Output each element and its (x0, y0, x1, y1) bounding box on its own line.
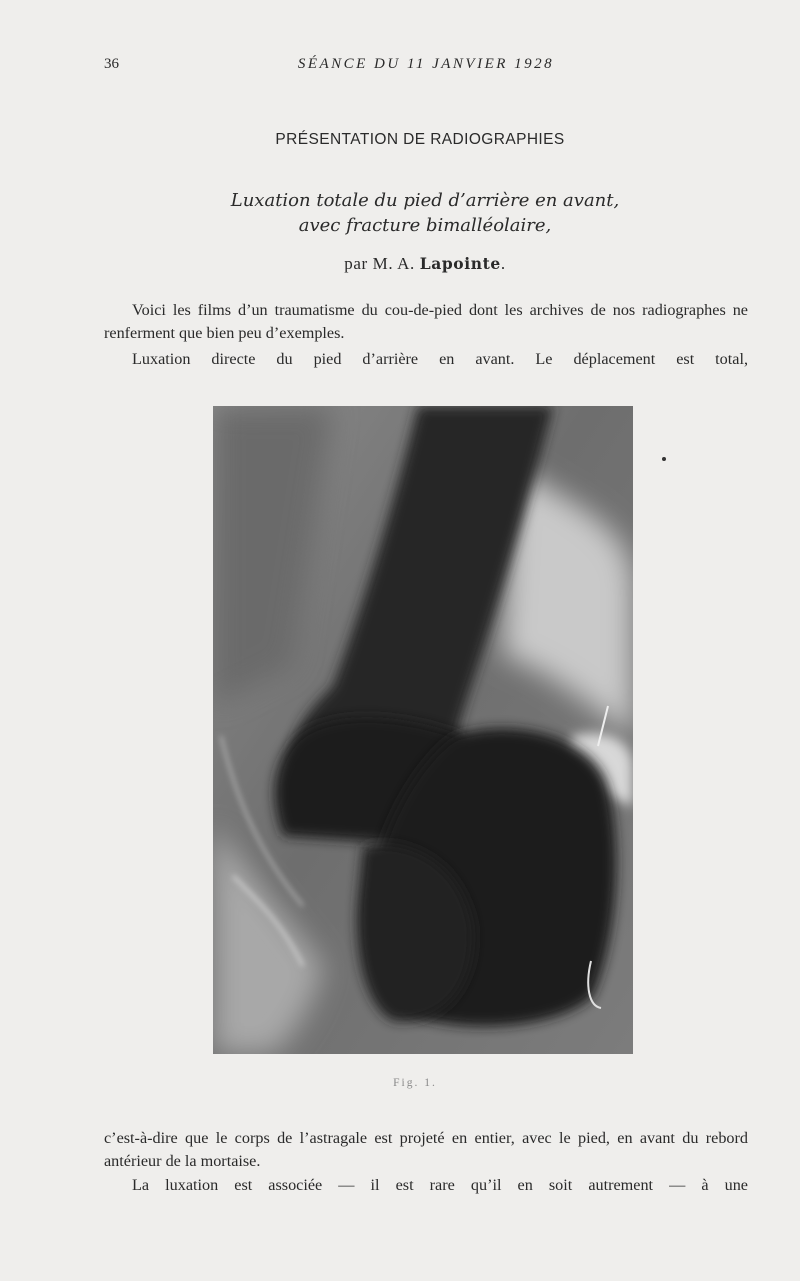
article-title-line-2: avec fracture bimalléolaire, (298, 215, 552, 236)
article-title-line-1: Luxation totale du pied d’arrière en avant, (230, 190, 620, 211)
figure-caption: Fig. 1. (393, 1077, 437, 1089)
section-title: PRÉSENTATION DE RADIOGRAPHIES (275, 131, 565, 148)
running-title: SÉANCE DU 11 JANVIER 1928 (297, 56, 555, 72)
paragraph-4: La luxation est associée — il est rare qu’il en soit autrement — à une (132, 1176, 748, 1194)
article-title (0, 188, 800, 238)
running-head (104, 56, 748, 80)
byline-author: Lapointe (419, 254, 501, 273)
byline-prefix: par M. A. (344, 254, 415, 273)
print-speck (662, 457, 666, 461)
page-number: 36 (104, 56, 119, 72)
radiograph-image (213, 406, 633, 1054)
paragraph-2: Luxation directe du pied d’arrière en avant. Le déplacement est total, (132, 350, 748, 368)
paragraph-1: Voici les films d’un traumatisme du cou-de-pied dont les archives de nos radiographes ne renferment que bien peu d’exemples. (104, 301, 748, 342)
byline (0, 254, 800, 274)
paragraph-3: c’est-à-dire que le corps de l’astragale est projeté en entier, avec le pied, en avant du rebord antérieur de la mortaise. (104, 1129, 748, 1170)
byline-suffix: . (500, 254, 506, 273)
radiograph-figure (213, 406, 633, 1054)
